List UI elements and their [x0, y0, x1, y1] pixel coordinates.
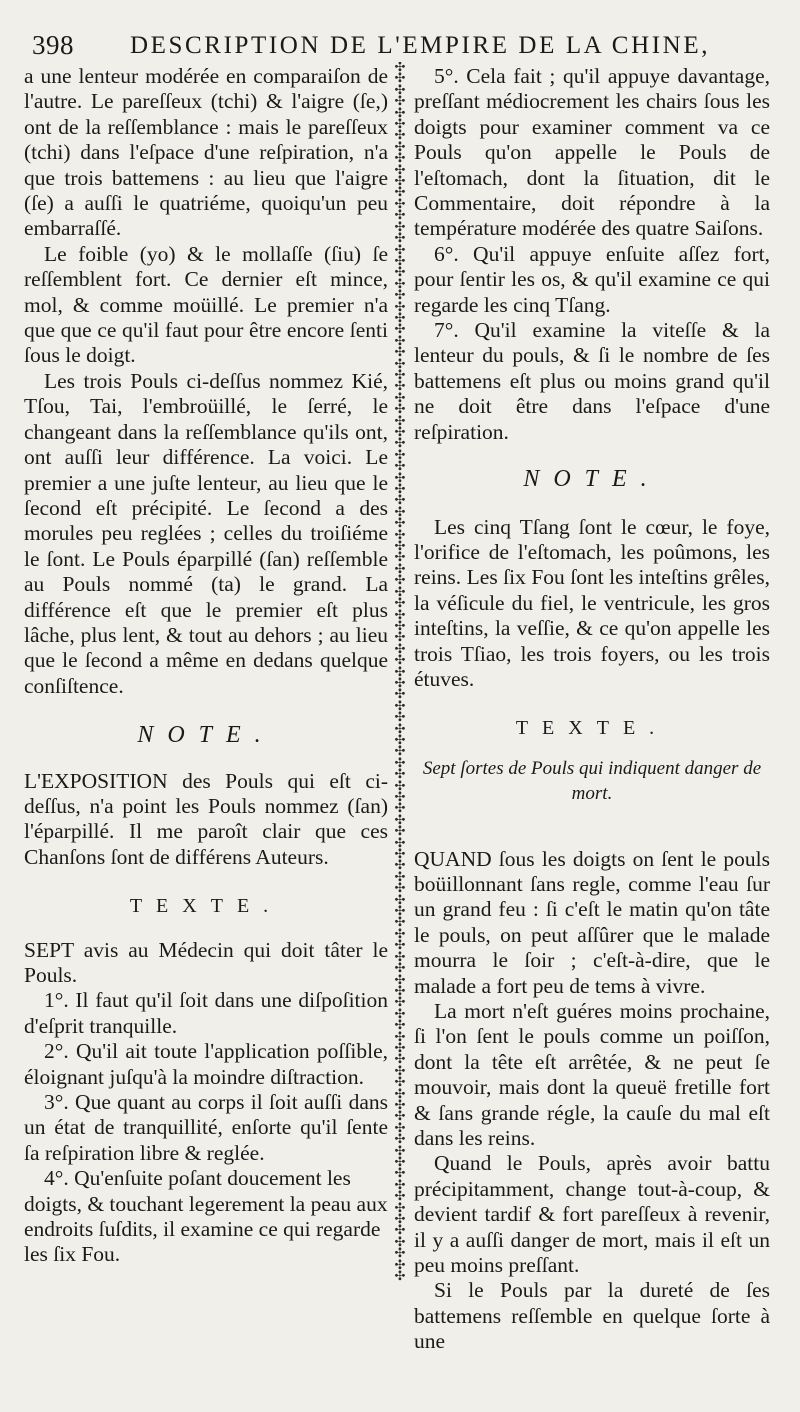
left-note-heading: NOTE.	[137, 722, 275, 749]
right-paragraph-8: Si le Pouls par la dureté de ſes battemens reſſemble en quelque ſorte à une	[414, 1278, 770, 1354]
left-column	[24, 64, 388, 1268]
left-paragraph-4: L'EXPOSITION des Pouls qui eſt ci-deſſus, n'a point les Pouls nommez (ſan) l'éparpillé. Il me paroît clair que ces Chanſons ſont de différens Auteurs.	[24, 768, 388, 869]
page-number: 398	[32, 30, 74, 60]
left-paragraph-9: 4°. Qu'enſuite poſant doucement les doigts, & touchant legerement la peau aux endroits ſuſdits, il examine ce qui regarde les ſix Fou.	[24, 1166, 388, 1267]
left-paragraph-2: Le foible (yo) & le mollaſſe (ſiu) ſe reſſemblent fort. Ce dernier eſt mince, mol, & comme moüillé. Le premier n'a que que ce qu'il faut pour être encore ſenti ſous le doigt.	[24, 241, 388, 368]
left-paragraph-1: a une lenteur modérée en comparaiſon de l'autre. Le pareſſeux (tchi) & l'aigre (ſe,) ont de la reſſemblance : mais le pareſſeux (tchi) dans l'eſpace d'une reſpiration, n'a que trois battemens : au lieu que l'aigre (ſe) a auſſi le quatriéme, quoiqu'un peu embarraſſé.	[24, 64, 388, 241]
running-title: DESCRIPTION DE L'EMPIRE DE LA CHINE,	[130, 32, 711, 59]
left-paragraph-7: 2°. Qu'il ait toute l'application poſſible, éloignant juſqu'à la moindre diſtraction.	[24, 1039, 388, 1089]
right-texte-heading: TEXTE.	[515, 717, 669, 740]
right-paragraph-2: 6°. Qu'il appuye enſuite aſſez fort, pour ſentir les os, & qu'il examine ce qui regarde les cinq Tſang.	[414, 241, 770, 317]
column-divider-ornament: ✣ ✣ ✣ ✣ ✣ ✣ ✣ ✣ ✣ ✣ ✣ ✣ ✣ ✣ ✣ ✣ ✣ ✣ ✣ ✣ ✣ ✣ ✣ ✣ ✣ ✣ ✣ ✣ ✣ ✣ ✣ ✣ ✣ ✣ ✣ ✣ ✣ ✣ ✣ ✣ ✣ ✣ ✣ ✣ ✣ ✣ ✣ ✣ ✣ ✣ ✣ ✣ ✣ ✣ ✣ ✣ ✣ ✣ ✣ ✣ ✣ ✣ ✣ ✣ ✣ ✣ ✣ ✣ ✣ ✣ ✣ ✣ ✣ ✣ ✣ ✣ ✣ ✣ ✣ ✣ ✣ ✣ ✣ ✣ ✣ ✣ ✣ ✣ ✣ ✣ ✣ ✣ ✣ ✣ ✣ ✣ ✣ ✣ ✣ ✣ ✣ ✣ ✣ ✣ ✣ ✣ ✣	[394, 62, 406, 1285]
right-paragraph-5: QUAND ſous les doigts on ſent le pouls boüillonnant ſans regle, comme l'eau ſur un grand feu : ſi c'eſt le matin qu'on tâte le pouls, on peut aſſûrer que le malade mourra le ſoir ; c'eſt-à-dire, que le malade a fort peu de tems à vivre.	[414, 846, 770, 998]
left-paragraph-5: SEPT avis au Médecin qui doit tâter le Pouls.	[24, 937, 388, 987]
right-column	[414, 64, 770, 1355]
left-paragraph-6: 1°. Il faut qu'il ſoit dans une diſpoſition d'eſprit tranquille.	[24, 988, 388, 1038]
right-paragraph-1: 5°. Cela fait ; qu'il appuye davantage, preſſant médiocrement les chairs ſous les doigts pour examiner comment va ce Pouls qu'on appelle le Pouls de l'eſtomach, dont la ſituation, dit le Commentaire, doit répondre à la température modérée des quatre Saiſons.	[414, 64, 770, 241]
right-section-subtitle: Sept ſortes de Pouls qui indiquent danger de mort.	[422, 757, 762, 805]
right-note-heading: NOTE.	[523, 466, 661, 493]
left-texte-heading: TEXTE.	[129, 895, 283, 918]
right-paragraph-6: La mort n'eſt guéres moins prochaine, ſi l'on ſent le pouls comme un poiſſon, dont la tête eſt arrêtée, & ne peut ſe mouvoir, mais dont la queuë fretille fort & ſans grande régle, la cauſe du mal eſt dans les reins.	[414, 999, 770, 1151]
right-paragraph-4: Les cinq Tſang ſont le cœur, le foye, l'orifice de l'eſtomach, les poûmons, les reins. Les ſix Fou ſont les inteſtins grêles, la véſicule du fiel, le ventricule, les gros inteſtins, la veſſie, & ce qu'on appelle les trois Tſiao, les trois foyers, ou les trois étuves.	[414, 514, 770, 691]
left-paragraph-8: 3°. Que quant au corps il ſoit auſſi dans un état de tranquillité, enſorte qu'il ſente ſa reſpiration libre & reglée.	[24, 1090, 388, 1165]
left-paragraph-3: Les trois Pouls ci-deſſus nommez Kié, Tſou, Tai, l'embroüillé, le ſerré, le changeant dans la reſſemblance qu'ils ont, ont auſſi leur différence. La voici. Le premier a une juſte lenteur, au lieu que le ſecond eſt précipité. Le ſecond a des morules peu reglées ; celles du troiſiéme le ſont. Le Pouls éparpillé (ſan) reſſemble au Pouls nommé (ta) le grand. La différence eſt que le premier eſt plus lâche, plus lent, & tout au dehors ; au lieu que le ſecond a même en dedans quelque conſiſtence.	[24, 368, 388, 698]
right-paragraph-3: 7°. Qu'il examine la viteſſe & la lenteur du pouls, & ſi le nombre de ſes battemens eſt plus ou moins grand qu'il ne doit être dans l'eſpace d'une reſpiration.	[414, 318, 770, 444]
page-header	[26, 28, 776, 62]
right-paragraph-7: Quand le Pouls, après avoir battu précipitamment, change tout-à-coup, & devient tardif & fort pareſſeux à revenir, il y a auſſi danger de mort, mais il eſt un peu moins preſſant.	[414, 1151, 770, 1278]
